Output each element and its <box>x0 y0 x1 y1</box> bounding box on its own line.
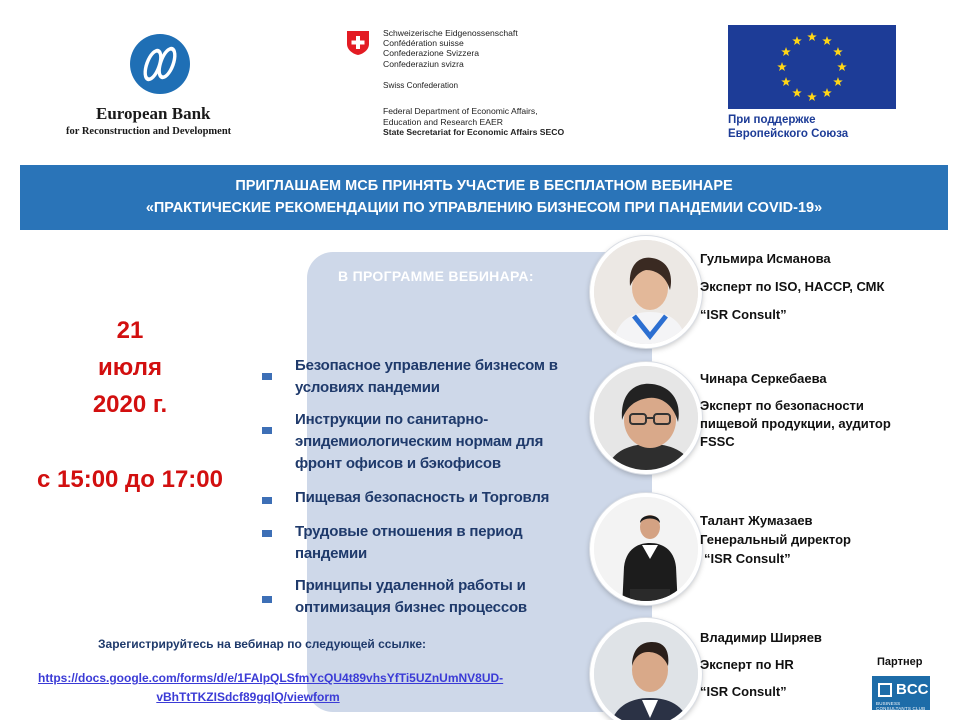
swiss-department: Federal Department of Economic Affairs, Education and Research EAER State Secretariat for Economic Affairs SECO <box>383 106 565 138</box>
banner-line-1: ПРИГЛАШАЕМ МСБ ПРИНЯТЬ УЧАСТИЕ В БЕСПЛАТНОМ ВЕБИНАРЕ <box>235 178 733 194</box>
speaker-name: Чинара Серкебаева <box>700 371 827 386</box>
bullet-icon <box>262 427 272 434</box>
bullet-icon <box>262 373 272 380</box>
bullet-icon <box>262 530 272 537</box>
eu-star-icon <box>777 62 787 71</box>
ebrd-subtitle: for Reconstruction and Development <box>66 126 232 137</box>
eu-star-icon <box>792 88 802 97</box>
banner-line-2: «ПРАКТИЧЕСКИЕ РЕКОМЕНДАЦИИ ПО УПРАВЛЕНИЮ БИЗНЕСОМ ПРИ ПАНДЕМИИ COVID-19» <box>145 200 823 216</box>
eu-star-icon <box>807 92 817 101</box>
speaker-photo <box>590 362 702 474</box>
eu-star-icon <box>833 77 843 86</box>
eu-star-icon <box>822 88 832 97</box>
seco-label: State Secretariat for Economic Affairs SECO <box>383 127 565 138</box>
ebrd-name: European Bank <box>96 104 211 123</box>
bcc-mark-icon <box>878 683 892 697</box>
speaker-role: Эксперт по безопасности <box>700 398 864 413</box>
bullet-icon <box>262 596 272 603</box>
eu-star-icon <box>781 77 791 86</box>
speaker-role: Эксперт по HR <box>700 657 794 672</box>
program-title: В ПРОГРАММЕ ВЕБИНАРА: <box>338 268 534 284</box>
speaker-name: Гульмира Исманова <box>700 251 831 266</box>
speaker-photo <box>590 493 702 605</box>
swiss-shield-icon <box>345 30 371 56</box>
event-day: 21 <box>116 317 144 344</box>
invitation-banner <box>20 165 948 230</box>
speaker-role: пищевой продукции, аудитор <box>700 416 891 431</box>
event-time: с 15:00 до 17:00 <box>36 466 223 493</box>
speaker-name: Владимир Ширяев <box>700 630 822 645</box>
speaker-role: Генеральный директор <box>700 532 851 547</box>
eu-star-icon <box>833 47 843 56</box>
speaker-info <box>700 371 930 449</box>
speaker-photo <box>590 236 702 348</box>
eu-star-icon <box>807 32 817 41</box>
speaker-name: Талант Жумазаев <box>700 513 813 528</box>
ebrd-logo <box>60 30 290 145</box>
speaker-company: “ISR Consult” <box>700 307 787 322</box>
event-month: июля <box>98 354 162 381</box>
swiss-languages: Schweizerische Eidgenossenschaft Confédération suisse Confederazione Svizzera Confederaziun svizra <box>383 28 518 69</box>
swiss-confederation-logo <box>345 28 605 148</box>
partner-logo-subtitle: BUSINESS CONSULTANTS CLUB <box>876 701 926 711</box>
speaker-company: “ISR Consult” <box>700 684 787 699</box>
eu-star-icon <box>822 36 832 45</box>
partner-logo <box>872 676 930 710</box>
ebrd-emblem-icon <box>128 32 192 96</box>
speaker-info <box>700 513 930 566</box>
eu-star-icon <box>792 36 802 45</box>
speaker-info <box>700 251 930 322</box>
speaker-company: “ISR Consult” <box>704 551 791 566</box>
partner-logo-text: BCC <box>896 681 929 698</box>
eu-caption: При поддержке Европейского Союза <box>728 114 849 140</box>
eu-star-icon <box>781 47 791 56</box>
registration-prompt: Зарегистрируйтесь на вебинар по следующей ссылке: <box>98 637 427 651</box>
speaker-photo <box>590 618 702 720</box>
partner-label: Партнер <box>877 656 923 668</box>
registration-link[interactable]: https://docs.google.com/forms/d/e/1FAIpQLSfmYcQU4t89vhsYfTi5UZnUmNV8UD- vBhTtTKZISdcf89gqlQ/viewform <box>38 671 504 704</box>
event-date <box>30 312 230 423</box>
eu-flag-icon <box>728 25 896 109</box>
speaker-role: Эксперт по ISO, HACCP, СМК <box>700 279 885 294</box>
bullet-icon <box>262 497 272 504</box>
speaker-role: FSSC <box>700 434 735 449</box>
eu-star-icon <box>837 62 847 71</box>
swiss-confederation-label: Swiss Confederation <box>383 81 459 90</box>
event-year: 2020 г. <box>92 391 168 418</box>
eu-logo <box>728 25 898 145</box>
